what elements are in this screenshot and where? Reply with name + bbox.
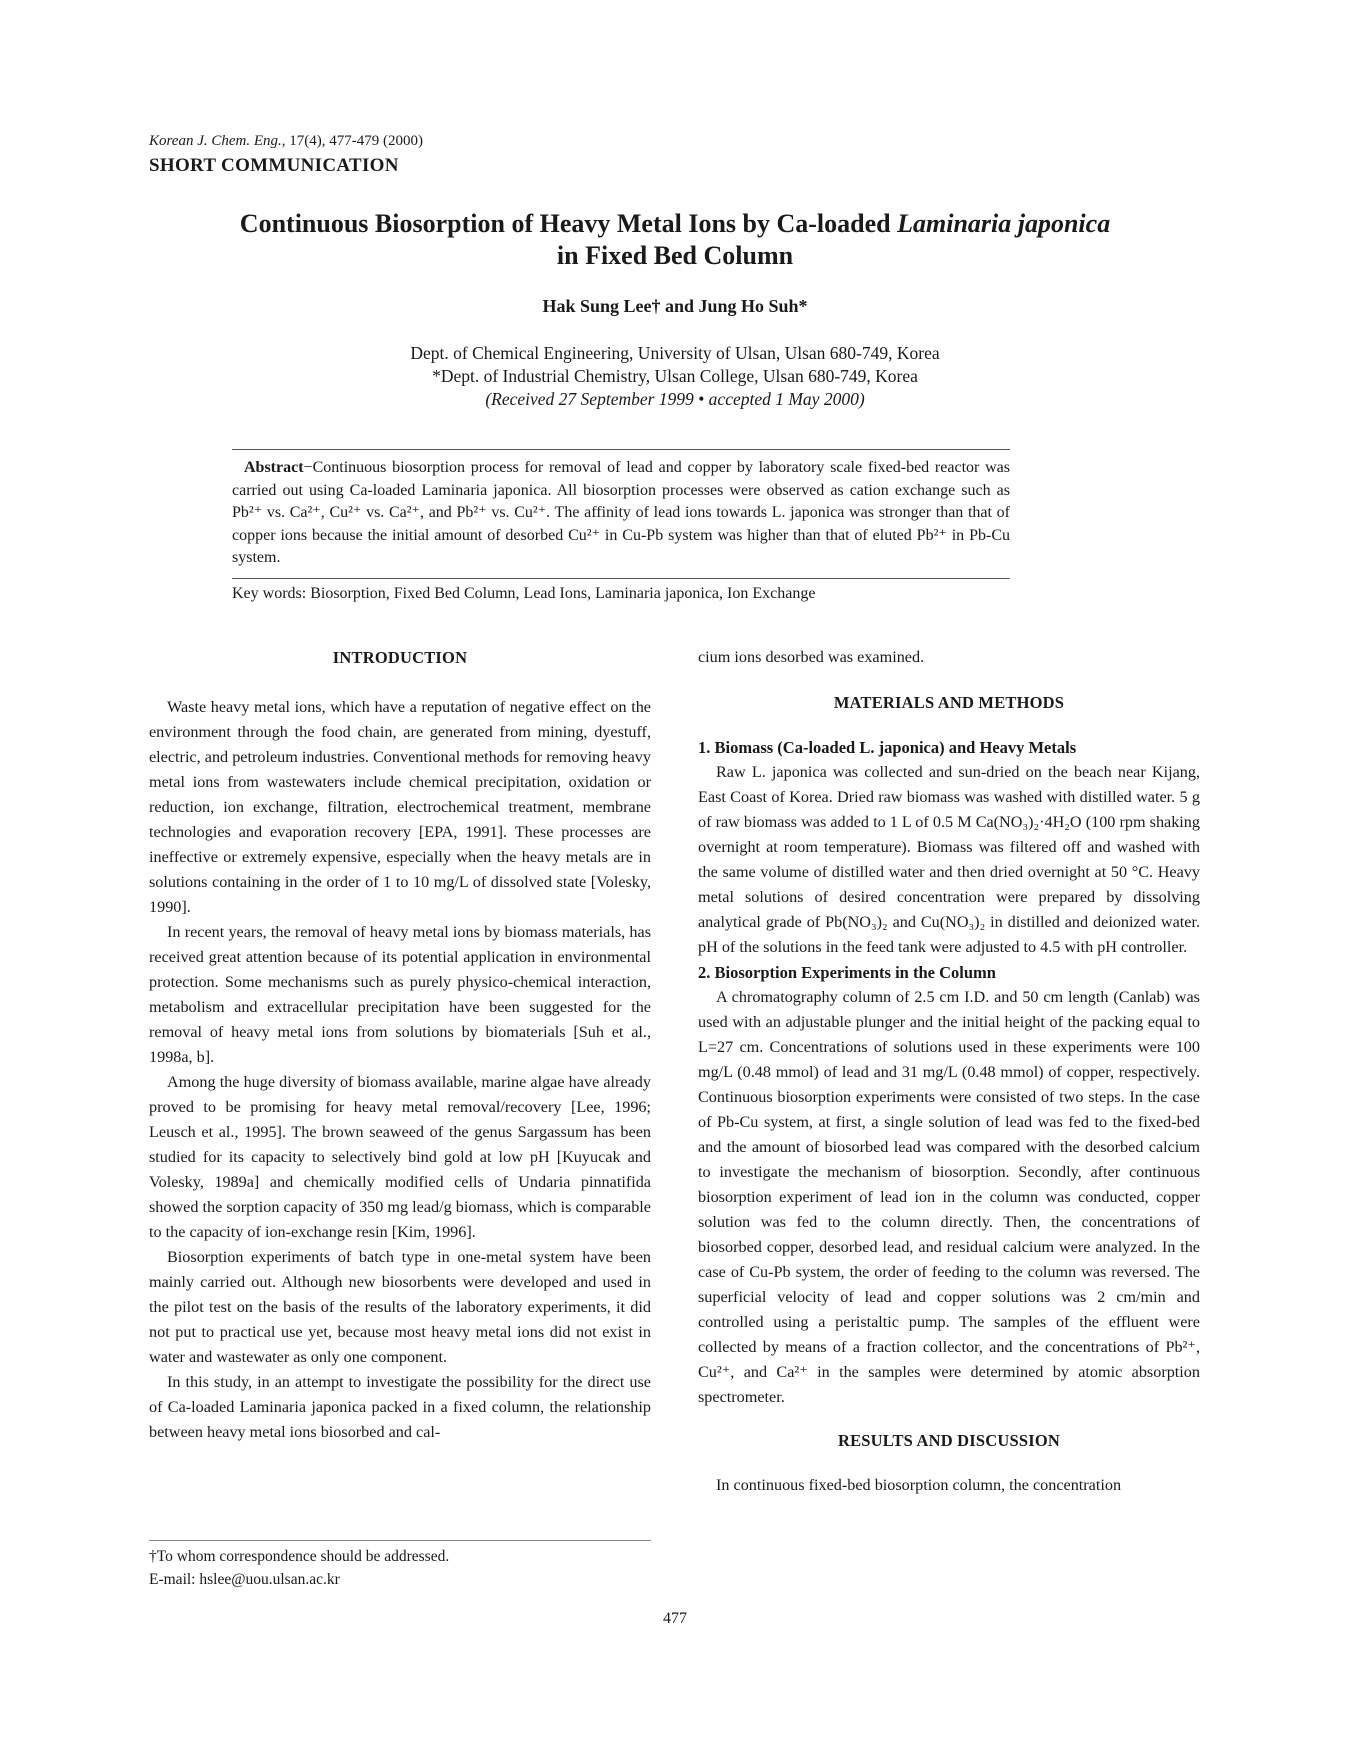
journal-citation xyxy=(149,133,423,150)
intro-continuation: cium ions desorbed was examined. xyxy=(698,648,925,666)
page-number: 477 xyxy=(663,1610,687,1627)
paper-title xyxy=(150,208,1200,272)
journal-name: Korean J. Chem. Eng. xyxy=(149,133,282,149)
authors: Hak Sung Lee† and Jung Ho Suh* xyxy=(542,296,808,316)
affiliation-2: *Dept. of Industrial Chemistry, Ulsan College, Ulsan 680-749, Korea xyxy=(432,366,918,386)
footnote xyxy=(149,1545,449,1591)
abstract-text: −Continuous biosorption process for removal of lead and copper by laboratory scale fixed-bed reactor was carried out using Ca-loaded Laminaria japonica. All biosorption processes were observed as cation exchange such as Pb²⁺ vs. Ca²⁺, Cu²⁺ vs. Ca²⁺, and Pb²⁺ vs. Cu²⁺. The affinity of lead ions towards L. japonica was stronger than that of copper ions because the initial amount of desorbed Cu²⁺ in Cu-Pb system was higher than that of eluted Pb²⁺ in Pb-Cu system. xyxy=(232,459,1010,567)
results-paragraph-1: In continuous fixed-bed biosorption column, the concentration xyxy=(716,1476,1122,1494)
methods-paragraph-1: Raw L. japonica was collected and sun-dried on the beach near Kijang, East Coast of Korea. Dried raw biomass was washed with distilled water. 5 g of raw biomass was added to 1 L of 0.5 M Ca(NO₃)₂·4H₂O (100 rpm shaking overnight at room temperature). Biomass was filtered off and washed with the same volume of distilled water and then dried overnight at 50 °C. Heavy metal solutions of desired concentration were prepared by dissolving analytical grade of Pb(NO₃)₂ and Cu(NO₃)₂ in distilled and deionized water. pH of the solutions in the feed tank were adjusted to 4.5 with pH controller. xyxy=(698,763,1200,956)
abstract-bottom-rule xyxy=(232,578,1010,579)
journal-ref: , 17(4), 477-479 (2000) xyxy=(281,133,423,149)
keywords: Key words: Biosorption, Fixed Bed Column, Lead Ions, Laminaria japonica, Ion Exchange xyxy=(232,585,816,602)
footnote-rule xyxy=(149,1540,651,1541)
methods-heading: MATERIALS AND METHODS xyxy=(833,693,1065,712)
footnote-correspondence: †To whom correspondence should be addressed. xyxy=(149,1548,450,1565)
subsection-1-heading: 1. Biomass (Ca-loaded L. japonica) and Heavy Metals xyxy=(698,738,1077,757)
section-type: SHORT COMMUNICATION xyxy=(149,155,399,176)
abstract-label: Abstract xyxy=(244,459,304,476)
subsection-2-heading: 2. Biosorption Experiments in the Column xyxy=(698,963,996,982)
right-column xyxy=(698,645,1200,1498)
intro-paragraph-3: Among the huge diversity of biomass available, marine algae have already proved to be promising for heavy metal removal/recovery [Lee, 1996; Leusch et al., 1995]. The brown seaweed of the genus Sargassum has been studied for its capacity to selectively bind gold at low pH [Kuyucak and Volesky, 1989a] and chemically modified cells of Undaria pinnatifida showed the sorption capacity of 350 mg lead/g biomass, which is comparable to the capacity of ion-exchange resin [Kim, 1996]. xyxy=(149,1073,651,1241)
introduction-heading: INTRODUCTION xyxy=(332,648,468,667)
title-line1: Continuous Biosorption of Heavy Metal Ions by Ca-loaded xyxy=(239,209,891,238)
received-dates: (Received 27 September 1999 • accepted 1 May 2000) xyxy=(485,389,865,409)
abstract-top-rule xyxy=(232,449,1010,450)
intro-paragraph-4: Biosorption experiments of batch type in one-metal system have been mainly carried out. Although new biosorbents were developed and used in the pilot test on the basis of the results of the laboratory experiments, it did not put to practical use yet, because most heavy metal ions did not exist in water and wastewater as only one component. xyxy=(149,1248,651,1366)
intro-paragraph-2: In recent years, the removal of heavy metal ions by biomass materials, has received great attention because of its potential application in environmental protection. Some mechanisms such as purely physico-chemical interaction, metabolism and extracellular precipitation have been suggested for the removal of heavy metal ions from solutions by biomaterials [Suh et al., 1998a, b]. xyxy=(149,923,651,1066)
left-column xyxy=(149,645,651,1445)
affiliations xyxy=(150,342,1200,411)
affiliation-1: Dept. of Chemical Engineering, University of Ulsan, Ulsan 680-749, Korea xyxy=(410,343,940,363)
results-heading: RESULTS AND DISCUSSION xyxy=(837,1431,1061,1450)
methods-paragraph-2: A chromatography column of 2.5 cm I.D. and 50 cm length (Canlab) was used with an adjustable plunger and the initial height of the packing equal to L=27 cm. Concentrations of solutions used in these experiments were 100 mg/L (0.48 mmol) of lead and 31 mg/L (0.48 mmol) of copper, respectively. Continuous biosorption experiments were consisted of two steps. In the case of Pb-Cu system, at first, a single solution of lead was fed to the fixed-bed and the amount of biosorbed lead was compared with the desorbed calcium to investigate the mechanism of biosorption. Secondly, after continuous biosorption experiment of lead ion in the column was conducted, copper solution was fed to the column directly. Then, the concentrations of biosorbed copper, desorbed lead, and residual calcium were analyzed. In the case of Cu-Pb system, the order of feeding to the column was reversed. The superficial velocity of lead and copper solutions was 2 cm/min and controlled using a peristaltic pump. The samples of the effluent were collected by means of a fraction collector, and the concentrations of Pb²⁺, Cu²⁺, and Ca²⁺ in the samples were determined by atomic absorption spectrometer. xyxy=(698,988,1200,1406)
footnote-email: E-mail: hslee@uou.ulsan.ac.kr xyxy=(149,1571,340,1588)
abstract xyxy=(232,457,1010,570)
title-line2: in Fixed Bed Column xyxy=(556,241,794,270)
title-line1-italic: Laminaria japonica xyxy=(897,209,1111,238)
intro-paragraph-5: In this study, in an attempt to investigate the possibility for the direct use of Ca-loaded Laminaria japonica packed in a fixed column, the relationship between heavy metal ions biosorbed and cal- xyxy=(149,1373,651,1441)
intro-paragraph-1: Waste heavy metal ions, which have a reputation of negative effect on the environment through the food chain, are generated from mining, dyestuff, electric, and petroleum industries. Conventional methods for removing heavy metal ions from wastewaters include chemical precipitation, oxidation or reduction, ion exchange, filtration, electrochemical treatment, membrane technologies and evaporation recovery [EPA, 1991]. These processes are ineffective or extremely expensive, especially when the heavy metals are in solutions containing in the order of 1 to 10 mg/L of dissolved state [Volesky, 1990]. xyxy=(149,698,651,916)
